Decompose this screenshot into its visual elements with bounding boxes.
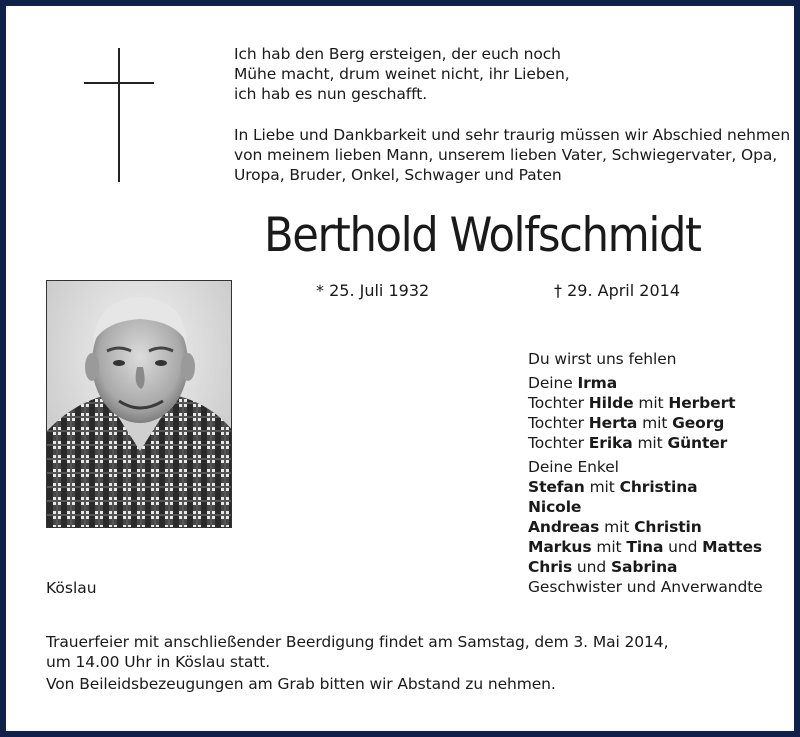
partner-name: Günter — [667, 434, 728, 452]
daughter-name: Erika — [588, 434, 633, 452]
daughter-prefix: Tochter — [528, 434, 584, 452]
partner-name: Tina — [626, 538, 664, 556]
partner-name: Sabrina — [610, 558, 678, 576]
joiner: und — [576, 558, 607, 576]
survivor-daughter — [528, 433, 788, 453]
wife-name: Irma — [577, 374, 618, 392]
condolence-line: Von Beileidsbezeugungen am Grab bitten wir Abstand zu nehmen. — [46, 675, 556, 693]
death-date: † 29. April 2014 — [554, 281, 680, 300]
intro-text — [234, 125, 791, 185]
grandchildren-label: Deine Enkel — [528, 458, 619, 476]
partner-name: Herbert — [668, 394, 736, 412]
grandchild — [528, 557, 788, 577]
joiner: und — [668, 538, 698, 556]
cross-icon — [118, 48, 120, 182]
survivor-daughter — [528, 413, 788, 433]
daughter-name: Herta — [588, 414, 638, 432]
portrait-image — [47, 281, 232, 528]
birth-date: * 25. Juli 1932 — [316, 281, 430, 300]
intro-line: Uropa, Bruder, Onkel, Schwager und Paten — [234, 166, 562, 184]
joiner: mit — [642, 414, 668, 432]
daughter-prefix: Tochter — [528, 414, 584, 432]
place-name: Köslau — [46, 579, 97, 597]
poem — [234, 44, 674, 104]
wife-prefix: Deine — [528, 374, 573, 392]
grandchild-name: Markus — [528, 538, 592, 556]
funeral-line: um 14.00 Uhr in Köslau statt. — [46, 653, 271, 671]
funeral-line: Trauerfeier mit anschließender Beerdigung findet am Samstag, dem 3. Mai 2014, — [46, 633, 669, 651]
grandchild-name: Chris — [528, 558, 573, 576]
grandchild — [528, 477, 788, 497]
poem-line: Mühe macht, drum weinet nicht, ihr Lieben, — [234, 65, 570, 83]
relatives-line: Geschwister und Anverwandte — [528, 578, 763, 596]
joiner: mit — [637, 434, 663, 452]
partner-name: Georg — [672, 414, 725, 432]
daughter-prefix: Tochter — [528, 394, 584, 412]
cross-icon-bar — [84, 82, 154, 84]
miss-line: Du wirst uns fehlen — [528, 350, 677, 368]
intro-line: von meinem lieben Mann, unserem lieben Vater, Schwiegervater, Opa, — [234, 146, 778, 164]
grandchild-name: Stefan — [528, 478, 585, 496]
intro-line: In Liebe und Dankbarkeit und sehr traurig müssen wir Abschied nehmen — [234, 126, 791, 144]
joiner: mit — [604, 518, 630, 536]
partner-name: Christin — [634, 518, 702, 536]
grandchild — [528, 497, 788, 517]
joiner: mit — [638, 394, 664, 412]
survivors-list — [528, 349, 788, 597]
survivor-daughter — [528, 393, 788, 413]
deceased-name: Berthold Wolfschmidt — [264, 208, 701, 263]
grandchild — [528, 517, 788, 537]
poem-line: Ich hab den Berg ersteigen, der euch noch — [234, 45, 561, 63]
grandchild — [528, 537, 788, 557]
grandchild-name: Andreas — [528, 518, 600, 536]
grandchild-name: Nicole — [528, 498, 582, 516]
joiner: mit — [596, 538, 622, 556]
partner-name: Christina — [619, 478, 698, 496]
partner-name: Mattes — [702, 538, 763, 556]
poem-line: ich hab es nun geschafft. — [234, 85, 428, 103]
portrait-photo — [46, 280, 232, 528]
joiner: mit — [589, 478, 615, 496]
daughter-name: Hilde — [588, 394, 634, 412]
funeral-notice — [46, 632, 766, 694]
survivor-wife — [528, 373, 788, 393]
